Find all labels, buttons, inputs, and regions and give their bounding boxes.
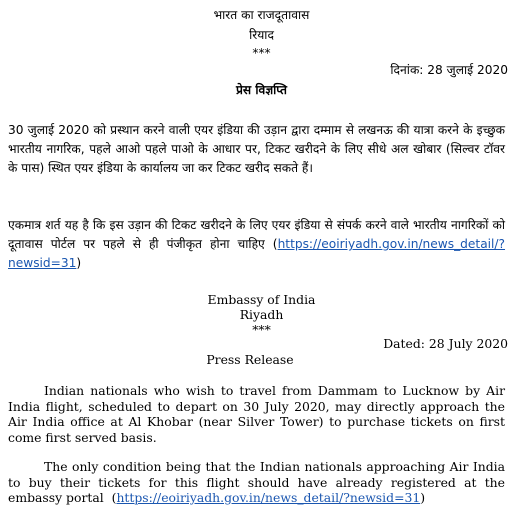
hindi-paragraph-2-text: एकमात्र शर्त यह है कि इस उड़ान की टिकट खरीदने के लिए एयर इंडिया से संपर्क करने वाले भारतीय नागरिकों को दूतावास पोर्टल पर पहले से ही पंजीकृत होना चाहिए	[8, 218, 505, 252]
hindi-title: प्रेस विज्ञप्ति	[235, 83, 288, 97]
english-paragraph-1: Indian nationals who wish to travel from Dammam to Lucknow by Air India flight, scheduled to depart on 30 July 2020, may directly approach the Air India office at Al Khobar (near Silver Tower) to purchase tickets on first come first served basis.	[8, 383, 505, 445]
english-title: Press Release	[206, 352, 294, 367]
hindi-paragraph-2	[8, 216, 505, 274]
hindi-separator-stars: ***	[252, 46, 271, 60]
hindi-date: दिनांक: 28 जुलाई 2020	[390, 63, 508, 77]
hindi-link-open-paren: (	[272, 237, 278, 252]
hindi-link-close-paren: )	[76, 256, 82, 271]
hindi-embassy-name: भारत का राजदूतावास	[213, 8, 310, 22]
hindi-embassy-portal-link[interactable]: https://eoiriyadh.gov.in/news_detail/?newsid=31	[8, 237, 506, 271]
english-date: Dated: 28 July 2020	[383, 336, 508, 351]
english-embassy-name: Embassy of India	[207, 292, 316, 307]
english-paragraph-2-text: The only condition being that the Indian nationals approaching Air India to buy their tickets for this flight should have already registered at the embassy portal	[8, 459, 505, 506]
hindi-city-name: रियाद	[249, 28, 274, 42]
english-separator-stars: ***	[252, 322, 271, 337]
english-link-open-paren: (	[111, 490, 117, 506]
hindi-paragraph-1: 30 जुलाई 2020 को प्रस्थान करने वाली एयर इंडिया की उड़ान द्वारा दम्माम से लखनऊ की यात्रा करने के इच्छुक भारतीय नागरिक, पहले आओ पहले पाओ के आधार पर, टिकट खरीदने के लिए सीधे अल खोबार (सिल्वर टॉवर के पास) स्थित एयर इंडिया के कार्यालय जा कर टिकट खरीद सकते हैं।	[8, 123, 505, 176]
english-paragraph-2	[8, 459, 505, 506]
english-embassy-portal-link[interactable]: https://eoiriyadh.gov.in/news_detail/?newsid=31	[116, 490, 421, 506]
english-link-close-paren: )	[420, 490, 426, 506]
english-city-name: Riyadh	[239, 307, 284, 322]
